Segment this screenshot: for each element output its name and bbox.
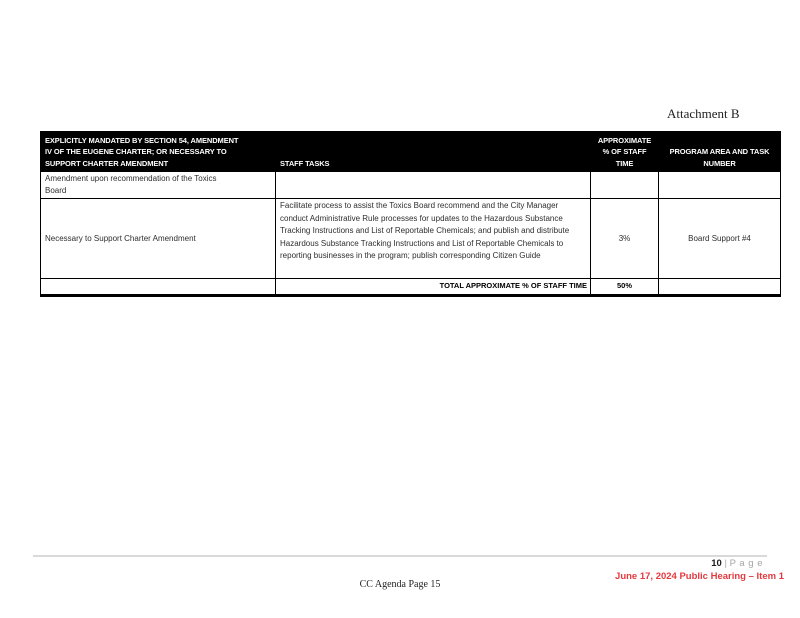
total-row-end-cell (659, 279, 781, 295)
page-number-value: 10 (711, 558, 722, 569)
attachment-label: Attachment B (667, 106, 740, 121)
page-number (711, 558, 763, 569)
table-row-charter-support (41, 199, 781, 279)
table-total-row (41, 279, 781, 295)
cell-time-2: 3% (591, 199, 659, 279)
hearing-note: June 17, 2024 Public Hearing – Item 1 (615, 571, 784, 582)
cell-program-1 (659, 172, 781, 199)
total-row-spacer-cell (41, 279, 276, 295)
cell-tasks-2 (276, 199, 591, 279)
cell-mandate-2: Necessary to Support Charter Amendment (41, 199, 276, 279)
staff-time-table (40, 131, 781, 297)
table-row-toxics-board (41, 172, 781, 199)
cell-program-2: Board Support #4 (659, 199, 781, 279)
page-word: P a g e (729, 558, 763, 569)
agenda-page-label: CC Agenda Page 15 (359, 579, 441, 590)
cell-mandate-1 (41, 172, 276, 199)
cell-mandate-1-text: Amendment upon recommendation of the Toxics Board (45, 174, 217, 196)
cell-tasks-1 (276, 172, 591, 199)
cell-tasks-2-text: Facilitate process to assist the Toxics Board recommend and the City Manager conduct Administrative Rule processes for updates to the Hazardous Substance Tracking Instructions and List of Reportable Chemicals; and publish and distribute Hazardous Substance Tracking Instructions and List of Reportable Chemicals to reporting businesses in the program; publish corresponding Citizen Guide (280, 201, 570, 261)
header-program-area: PROGRAM AREA AND TASK NUMBER (659, 132, 781, 172)
header-staff-tasks: STAFF TASKS (276, 132, 591, 172)
cell-time-1 (591, 172, 659, 199)
table-header-row (41, 132, 781, 172)
total-label: TOTAL APPROXIMATE % OF STAFF TIME (276, 279, 591, 295)
header-staff-time: APPROXIMATE % OF STAFF TIME (591, 132, 659, 172)
total-value: 50% (591, 279, 659, 295)
header-charter-mandate (41, 132, 276, 172)
footer-divider (33, 555, 767, 557)
header-charter-mandate-label: EXPLICITLY MANDATED BY SECTION 54, AMENDMENT IV OF THE EUGENE CHARTER; OR NECESSARY TO SUPPORT CHARTER AMENDMENT (45, 135, 239, 168)
page-number-separator: | (724, 558, 727, 569)
